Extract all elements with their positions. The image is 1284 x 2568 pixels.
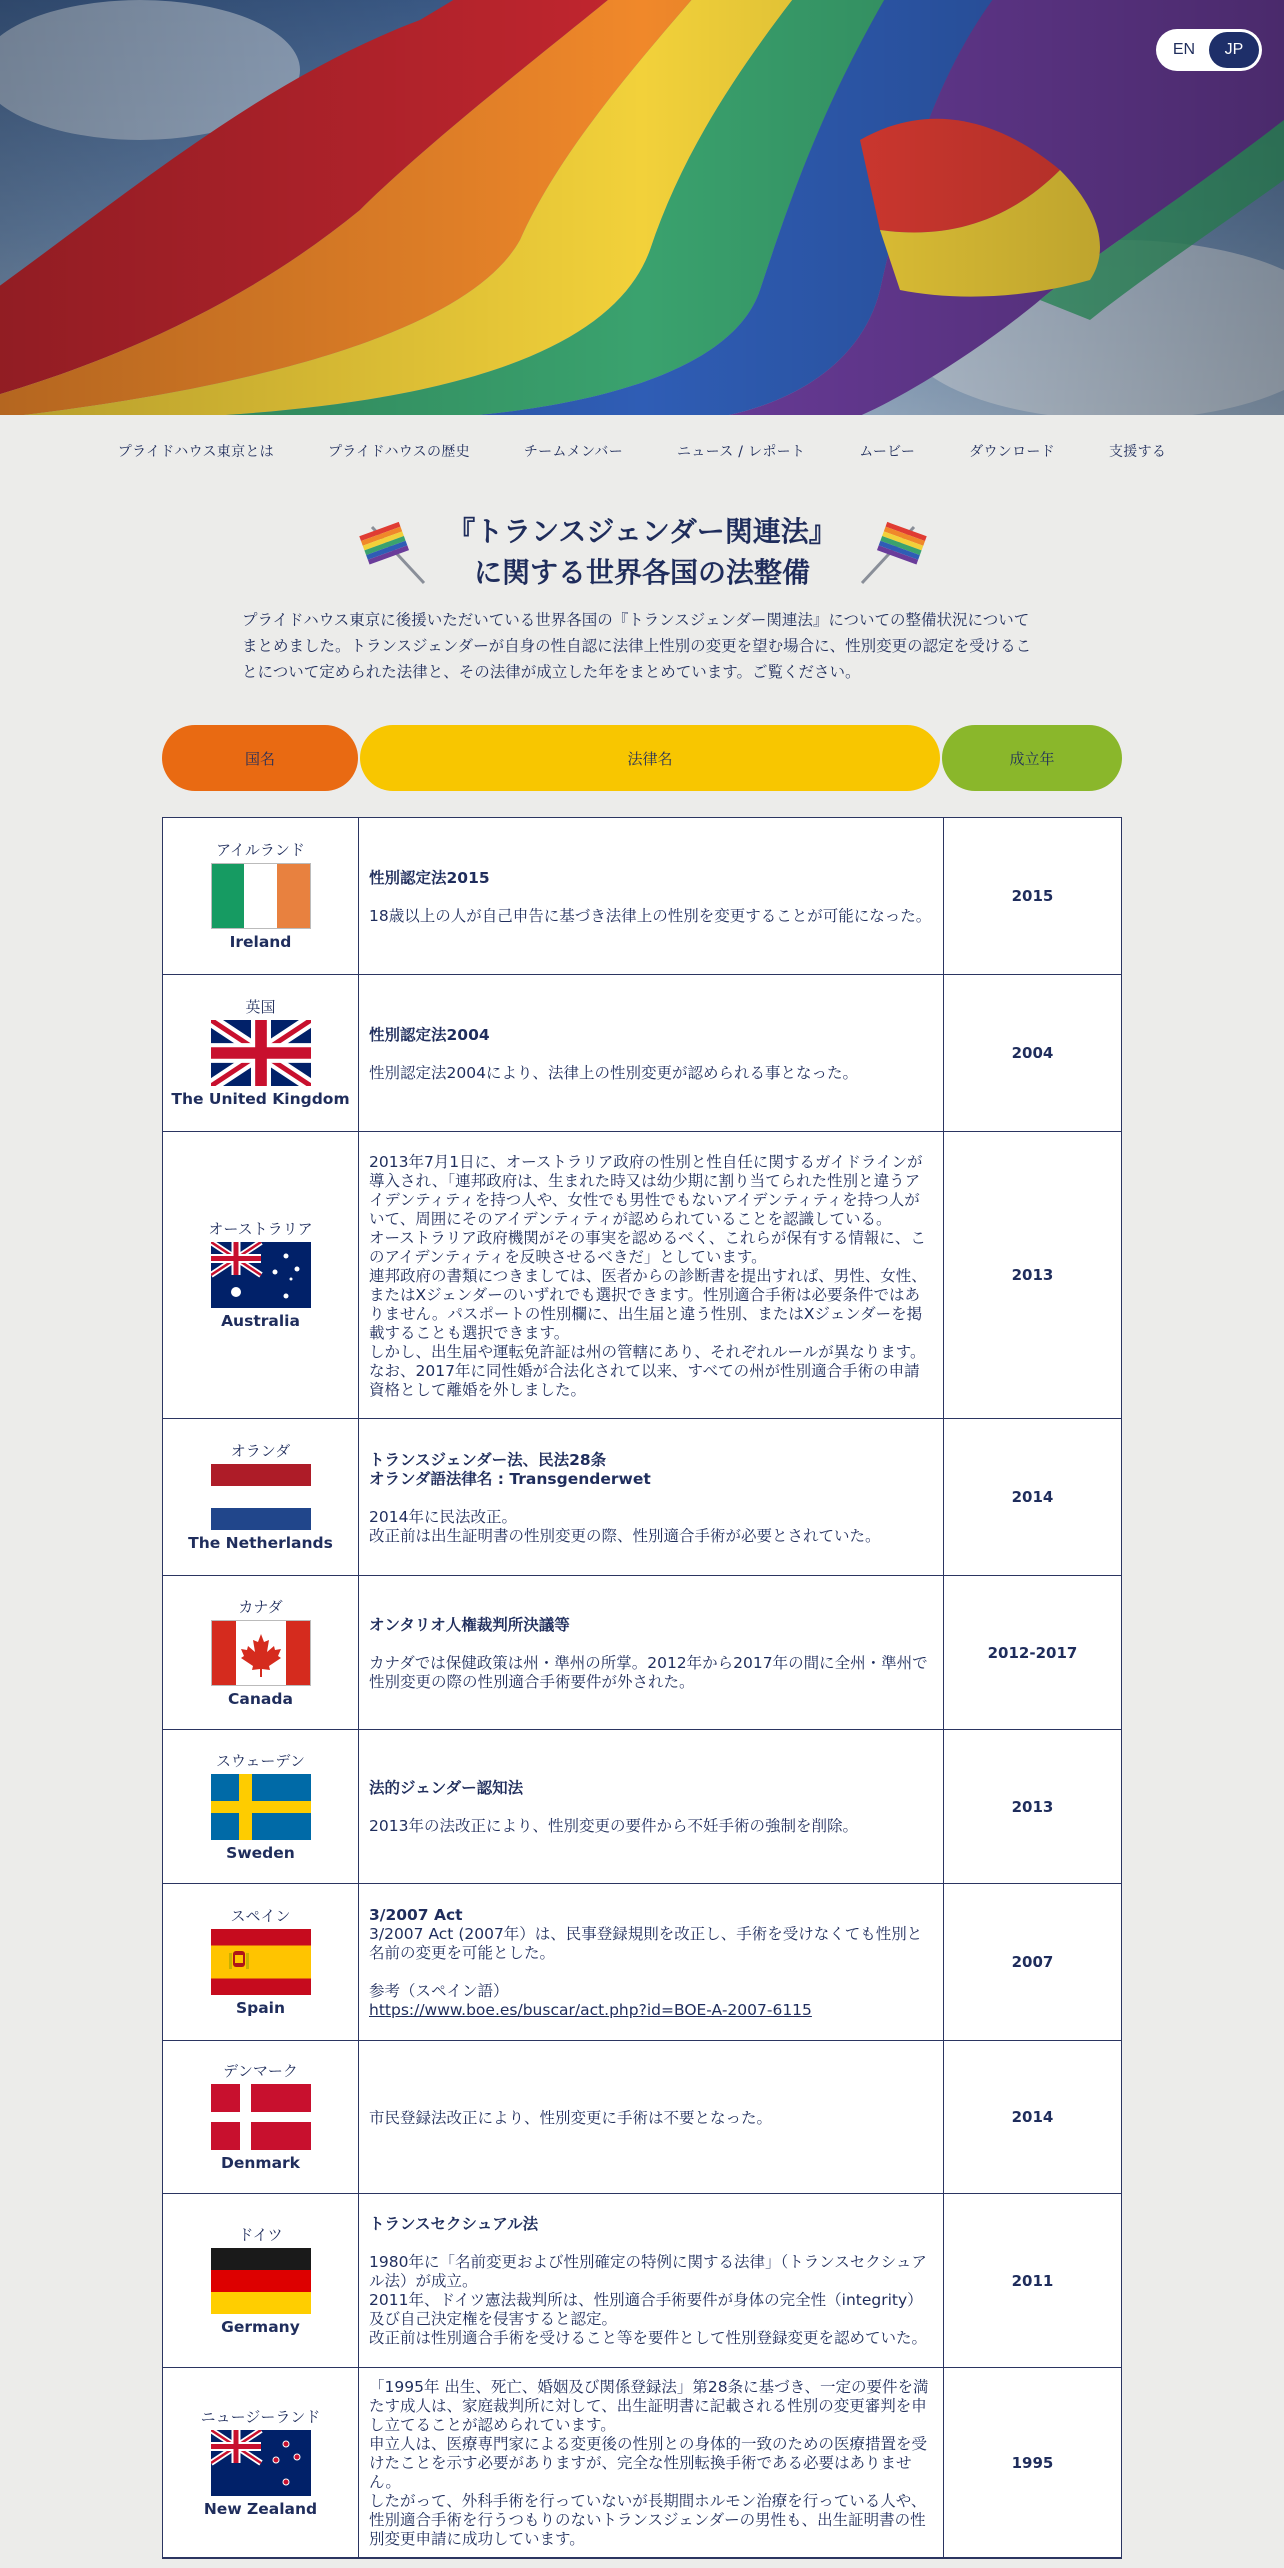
canada-flag-icon bbox=[211, 1620, 311, 1686]
country-name-ja: オーストラリア bbox=[208, 1220, 313, 1238]
table-row bbox=[163, 1730, 1121, 1884]
year-cell: 2015 bbox=[1011, 887, 1054, 905]
language-toggle bbox=[1156, 29, 1262, 71]
denmark-flag-icon bbox=[211, 2084, 311, 2150]
law-cell bbox=[359, 818, 944, 974]
year-cell: 2011 bbox=[1011, 2271, 1054, 2290]
table-row bbox=[163, 975, 1121, 1132]
country-name-ja: ドイツ bbox=[238, 2225, 283, 2244]
intro-text: プライドハウス東京に後援いただいている世界各国の『トランスジェンダー関連法』についての整備状況についてまとめました。トランスジェンダーが自身の性自認に法律上性別の変更を望む場合に、性別変更の認定を受けることについて定められた法律と、その法律が成立した年をまとめています。ご覧ください。 bbox=[242, 611, 1032, 681]
country-name-ja: デンマーク bbox=[223, 2062, 298, 2080]
lang-jp-button[interactable]: JP bbox=[1209, 32, 1259, 68]
country-cell bbox=[163, 2041, 359, 2193]
hero-banner bbox=[0, 0, 1284, 415]
country-column-pill[interactable]: 国名 bbox=[162, 725, 358, 791]
country-cell bbox=[163, 818, 359, 974]
rainbow-flag-icon bbox=[358, 517, 428, 587]
country-name-ja: ニュージーランド bbox=[200, 2407, 321, 2426]
country-cell bbox=[163, 2368, 359, 2557]
law-cell bbox=[359, 1419, 944, 1575]
law-description: 3/2007 Act (2007年）は、民事登録規則を改正し、手術を受けなくても性別と名前の変更を可能とした。 bbox=[369, 1925, 923, 1962]
law-cell bbox=[359, 2194, 944, 2367]
country-name-en: Sweden bbox=[226, 1843, 295, 1862]
table-row bbox=[163, 2194, 1121, 2368]
law-title: 法的ジェンダー認知法 bbox=[369, 1779, 524, 1797]
law-description: 「1995年 出生、死亡、婚姻及び関係登録法」第28条に基づき、一定の要件を満たす成人は、家庭裁判所に対して、出生証明書に記載される性別の変更審判を申し立てることが認められています。 申立人は、医療専門家による変更後の性別との身体的一致のための医療措置を受けたことを示す必要がありますが、完全な性別転換手術である必要はありません。 したがって、外科手術を行っていないが長期間ホルモン治療を行っている人や、性別適合手術を行うつもりのないトランスジェンダーの男性も、出生証明書の性別変更申請に成功しています。 bbox=[369, 2378, 929, 2548]
rainbow-flag-hero-image bbox=[0, 0, 1284, 415]
country-cell bbox=[163, 1132, 359, 1418]
germany-flag-icon bbox=[211, 2248, 311, 2314]
law-table bbox=[162, 817, 1122, 2559]
law-title: トランスジェンダー法、民法28条 オランダ語法律名 : Transgenderwet bbox=[369, 1450, 651, 1488]
law-description: 市民登録法改正により、性別変更に手術は不要となった。 bbox=[369, 2108, 773, 2127]
law-title: オンタリオ人権裁判所決議等 bbox=[369, 1615, 570, 1634]
law-cell bbox=[359, 1884, 944, 2040]
country-name-en: The Netherlands bbox=[188, 1534, 333, 1552]
country-cell bbox=[163, 975, 359, 1131]
law-title: 性別認定法2015 bbox=[369, 868, 490, 887]
table-row bbox=[163, 1576, 1121, 1730]
year-cell: 2012-2017 bbox=[987, 1643, 1078, 1662]
country-cell bbox=[163, 1730, 359, 1883]
year-cell: 2014 bbox=[1011, 1488, 1054, 1506]
nav-team[interactable]: チームメンバー bbox=[523, 444, 623, 460]
law-title: 性別認定法2004 bbox=[369, 1025, 490, 1044]
country-name-ja: アイルランド bbox=[216, 841, 305, 859]
spain-flag-icon bbox=[211, 1929, 311, 1995]
australia-flag-icon bbox=[211, 1242, 311, 1308]
nav-support[interactable]: 支援する bbox=[1108, 444, 1167, 460]
law-description: 1980年に「名前変更および性別確定の特例に関する法律」（トランスセクシュアル法）が成立。 2011年、ドイツ憲法裁判所は、性別適合手術要件が身体の完全性（integrity）及び自己決定権を侵害すると認定。 改正前は性別適合手術を受けること等を要件として性別登録変更を認めていた。 bbox=[369, 2253, 928, 2347]
nav-about[interactable]: プライドハウス東京とは bbox=[117, 444, 274, 460]
law-description: 性別認定法2004により、法律上の性別変更が認められる事となった。 bbox=[369, 1063, 858, 1082]
country-cell bbox=[163, 1576, 359, 1729]
table-row bbox=[163, 1884, 1121, 2041]
main-nav bbox=[0, 415, 1284, 487]
table-row bbox=[163, 2368, 1121, 2558]
country-cell bbox=[163, 1419, 359, 1575]
nav-download[interactable]: ダウンロード bbox=[969, 444, 1055, 460]
nav-history[interactable]: プライドハウスの歴史 bbox=[327, 444, 470, 460]
year-cell: 2004 bbox=[1011, 1044, 1054, 1062]
law-description: 2013年7月1日に、オーストラリア政府の性別と性自任に関するガイドラインが導入され、「連邦政府は、生まれた時又は幼少期に割り当てられた性別と違うアイデンティティを持つ人や、女性でも男性でもないアイデンティティを持つ人がいて、周囲にそのアイデンティティが認められていることを認識している。 オーストラリア政府機関がその事実を認めるべく、これらが保有する情報に、このアイデンティティを反映させるべきだ」としています。 連邦政府の書類につきましては、医者からの診断書を提出すれば、男性、女性、またはXジェンダーのいずれでも選択できます。性別適合手術は必要条件ではありません。パスポートの性別欄に、出生届と違う性別、またはXジェンダーを掲載することも選択できます。 しかし、出生届や運転免許証は州の管轄にあり、それぞれルールが異なります。なお、2017年に同性婚が合法化されて以来、すべての州が性別適合手術の申請資格として離婚を外しました。 bbox=[369, 1152, 927, 1399]
year-cell: 2013 bbox=[1011, 1266, 1054, 1284]
netherlands-flag-icon bbox=[211, 1464, 311, 1530]
law-cell bbox=[359, 2041, 944, 2193]
country-name-ja: カナダ bbox=[238, 1597, 283, 1616]
column-header-pills bbox=[162, 725, 1122, 791]
law-column-pill[interactable]: 法律名 bbox=[360, 725, 940, 791]
law-cell bbox=[359, 975, 944, 1131]
rainbow-flag-icon bbox=[858, 517, 928, 587]
law-description: 2014年に民法改正。 改正前は出生証明書の性別変更の際、性別適合手術が必要とされていた。 bbox=[369, 1507, 881, 1545]
year-cell: 2013 bbox=[1011, 1797, 1054, 1816]
table-row bbox=[163, 1132, 1121, 1419]
law-description: 18歳以上の人が自己申告に基づき法律上の性別を変更することが可能になった。 bbox=[369, 906, 932, 925]
lang-en-button[interactable]: EN bbox=[1172, 41, 1196, 58]
table-row bbox=[163, 1419, 1121, 1576]
table-row bbox=[163, 2041, 1121, 2194]
year-cell: 2007 bbox=[1011, 1953, 1054, 1971]
country-name-en: Denmark bbox=[221, 2154, 300, 2172]
country-name-en: Ireland bbox=[229, 933, 292, 951]
law-cell bbox=[359, 1576, 944, 1729]
sweden-flag-icon bbox=[211, 1774, 311, 1840]
country-name-en: New Zealand bbox=[203, 2499, 318, 2518]
country-cell bbox=[163, 2194, 359, 2367]
year-cell: 2014 bbox=[1011, 2108, 1054, 2126]
country-name-en: Spain bbox=[235, 1999, 286, 2017]
country-name-en: Australia bbox=[221, 1312, 300, 1330]
law-cell bbox=[359, 1132, 944, 1418]
new-zealand-flag-icon bbox=[211, 2430, 311, 2496]
country-name-en: Canada bbox=[228, 1689, 293, 1708]
page-title: 『トランスジェンダー関連法』 に関する世界各国の法整備 bbox=[447, 515, 837, 589]
law-title: 3/2007 Act bbox=[369, 1906, 463, 1924]
country-name-ja: 英国 bbox=[245, 998, 276, 1016]
law-description: カナダでは保健政策は州・準州の所掌。2012年から2017年の間に全州・準州で性別変更の際の性別適合手術要件が外された。 bbox=[369, 1653, 928, 1691]
law-description: 2013年の法改正により、性別変更の要件から不妊手術の強制を削除。 bbox=[369, 1817, 858, 1835]
table-row bbox=[163, 818, 1121, 975]
country-name-ja: スウェーデン bbox=[215, 1751, 306, 1770]
uk-flag-icon bbox=[211, 1020, 311, 1086]
country-name-ja: オランダ bbox=[230, 1442, 291, 1460]
nav-news[interactable]: ニュース / レポート bbox=[677, 444, 806, 460]
page-title-block bbox=[0, 497, 1284, 607]
law-cell bbox=[359, 1730, 944, 1883]
law-title: トランスセクシュアル法 bbox=[369, 2215, 539, 2233]
ireland-flag-icon bbox=[211, 863, 311, 929]
year-column-pill[interactable]: 成立年 bbox=[942, 725, 1122, 791]
year-cell: 1995 bbox=[1011, 2453, 1054, 2472]
country-name-en: The United Kingdom bbox=[171, 1090, 350, 1108]
law-cell bbox=[359, 2368, 944, 2557]
reference-link[interactable]: https://www.boe.es/buscar/act.php?id=BOE-A-2007-6115 bbox=[369, 2001, 812, 2019]
reference-label: 参考（スペイン語） bbox=[369, 1982, 509, 2000]
nav-movie[interactable]: ムービー bbox=[859, 444, 916, 460]
country-name-ja: スペイン bbox=[230, 1907, 291, 1925]
country-name-en: Germany bbox=[221, 2317, 300, 2336]
country-cell bbox=[163, 1884, 359, 2040]
